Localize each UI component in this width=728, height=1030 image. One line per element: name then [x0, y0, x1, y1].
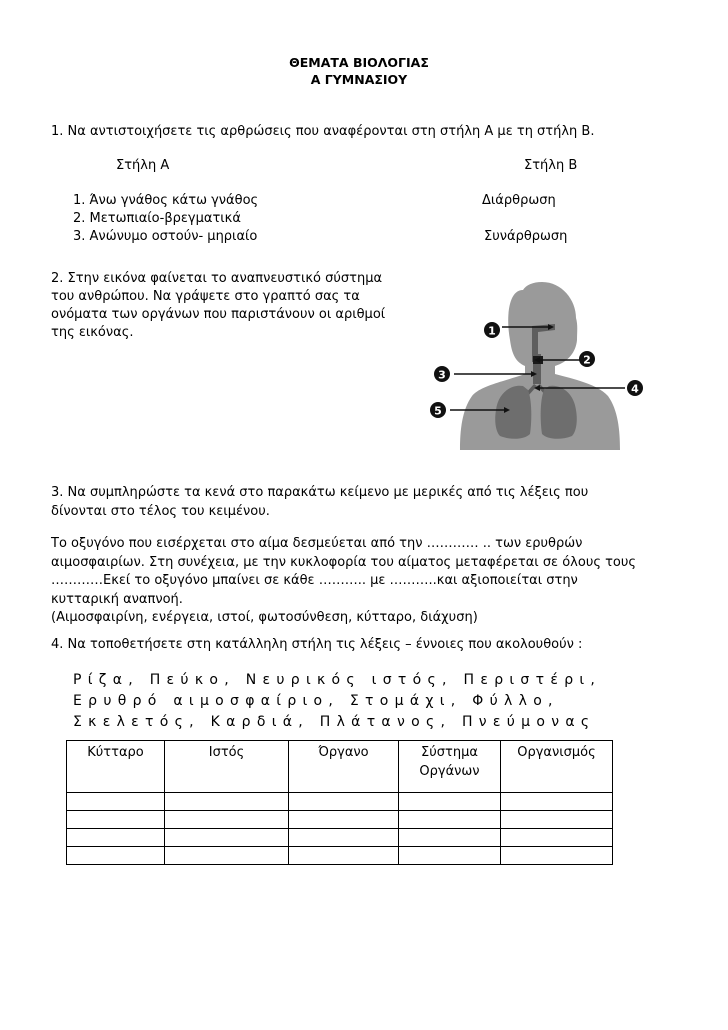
table-row[interactable]: [67, 847, 613, 865]
header-organ: [289, 741, 399, 793]
table-cell[interactable]: [67, 829, 165, 847]
table-row[interactable]: [67, 829, 613, 847]
q1-item-3: 3. Ανώνυμο οστούν- μηριαίο: [73, 229, 258, 244]
q3-prompt-line-1: 3. Να συμπληρώστε τα κενά στο παρακάτω κείμενο με μερικές από τις λέξεις που: [51, 485, 589, 500]
marker-2-label: 2: [583, 353, 591, 367]
table-cell[interactable]: [165, 829, 289, 847]
marker-1-label: 1: [488, 324, 496, 338]
marker-3-label: 3: [438, 368, 446, 382]
q3-text-line-1: Το οξυγόνο που εισέρχεται στο αίμα δεσμεύεται από την ………… .. των ερυθρών: [51, 536, 583, 551]
header-organism-label: Οργανισμός: [517, 745, 596, 760]
q3-word-bank: (Αιμοσφαιρίνη, ενέργεια, ιστοί, φωτοσύνθεση, κύτταρο, διάχυση): [51, 610, 478, 625]
q1-column-b-header: Στήλη Β: [524, 158, 578, 173]
marker-4-label: 4: [631, 382, 639, 396]
q4-words-line-3: Σκελετός, Καρδιά, Πλάτανος, Πνεύμονας: [73, 714, 596, 730]
table-header-row: [67, 741, 613, 793]
marker-1: [484, 322, 500, 338]
q3-text-line-2: αιμοσφαιρίων. Στη συνέχεια, με την κυκλοφορία του αίματος μεταφέρεται σε όλους τους: [51, 554, 637, 570]
q4-prompt: 4. Να τοποθετήσετε στη κατάλληλη στήλη τις λέξεις – έννοιες που ακολουθούν :: [51, 637, 583, 652]
table-cell[interactable]: [165, 847, 289, 865]
table-cell[interactable]: [501, 829, 613, 847]
header-tissue-label: Ιστός: [208, 745, 245, 760]
header-organ-label: Όργανο: [318, 745, 369, 760]
q4-words-line-1: Ρίζα, Πεύκο, Νευρικός ιστός, Περιστέρι,: [73, 672, 602, 688]
table-row[interactable]: [67, 793, 613, 811]
table-cell[interactable]: [399, 811, 501, 829]
q3-text-line-4: κυτταρική αναπνοή.: [51, 591, 183, 607]
table-cell[interactable]: [399, 829, 501, 847]
header-organ-system: [399, 741, 501, 793]
header-cell: [67, 741, 165, 793]
respiratory-system-figure: [420, 270, 650, 460]
q2-prompt: [51, 270, 411, 342]
q1-answer-2: Συνάρθρωση: [484, 229, 568, 244]
title-line-2: Α ΓΥΜΝΑΣΙΟΥ: [310, 72, 408, 87]
marker-5: [430, 402, 446, 418]
table-row[interactable]: [67, 811, 613, 829]
q2-line-3: ονόματα των οργάνων που παριστάνουν οι αριθμοί: [51, 307, 386, 322]
header-cell-label: Κύτταρο: [87, 745, 144, 760]
marker-4: [627, 380, 643, 396]
classification-table: [66, 740, 613, 865]
marker-5-label: 5: [434, 404, 442, 418]
q3-text-line-3: …………Εκεί το οξυγόνο μπαίνει σε κάθε ……….. με ………..και αξιοποιείται στην: [51, 573, 578, 588]
table-cell[interactable]: [501, 811, 613, 829]
marker-3: [434, 366, 450, 382]
q4-words-line-2: Ερυθρό αιμοσφαίριο, Στομάχι, Φύλλο,: [73, 693, 559, 709]
header-tissue: [165, 741, 289, 793]
table-cell[interactable]: [501, 847, 613, 865]
table-cell[interactable]: [289, 793, 399, 811]
q1-item-1: 1. Άνω γνάθος κάτω γνάθος: [73, 193, 259, 208]
table-cell[interactable]: [67, 811, 165, 829]
title-line-1: ΘΕΜΑΤΑ ΒΙΟΛΟΓΙΑΣ: [289, 55, 429, 70]
table-cell[interactable]: [399, 847, 501, 865]
header-organ-system-line-2: Οργάνων: [419, 764, 480, 779]
q3-prompt: [51, 484, 671, 521]
header-organ-system-line-1: Σύστημα: [421, 745, 478, 760]
q3-prompt-line-2: δίνονται στο τέλος του κειμένου.: [51, 503, 270, 519]
table-cell[interactable]: [399, 793, 501, 811]
q2-line-2: του ανθρώπου. Να γράψετε στο γραπτό σας τα: [51, 289, 360, 304]
q3-text: [51, 535, 671, 628]
table-cell[interactable]: [289, 829, 399, 847]
header-organism: [501, 741, 613, 793]
q1-answer-1: Διάρθρωση: [482, 193, 556, 208]
table-cell[interactable]: [289, 811, 399, 829]
table-cell[interactable]: [67, 847, 165, 865]
table-cell[interactable]: [289, 847, 399, 865]
table-cell[interactable]: [165, 793, 289, 811]
table-cell[interactable]: [67, 793, 165, 811]
q1-column-a-header: Στήλη Α: [116, 158, 170, 173]
q2-line-1: 2. Στην εικόνα φαίνεται το αναπνευστικό σύστημα: [51, 271, 383, 286]
marker-2: [579, 351, 595, 367]
q2-line-4: της εικόνας.: [51, 325, 134, 340]
table-cell[interactable]: [501, 793, 613, 811]
q1-prompt: 1. Να αντιστοιχήσετε τις αρθρώσεις που αναφέρονται στη στήλη Α με τη στήλη Β.: [51, 124, 595, 139]
q1-item-2: 2. Μετωπιαίο-βρεγματικά: [73, 211, 241, 226]
table-cell[interactable]: [165, 811, 289, 829]
